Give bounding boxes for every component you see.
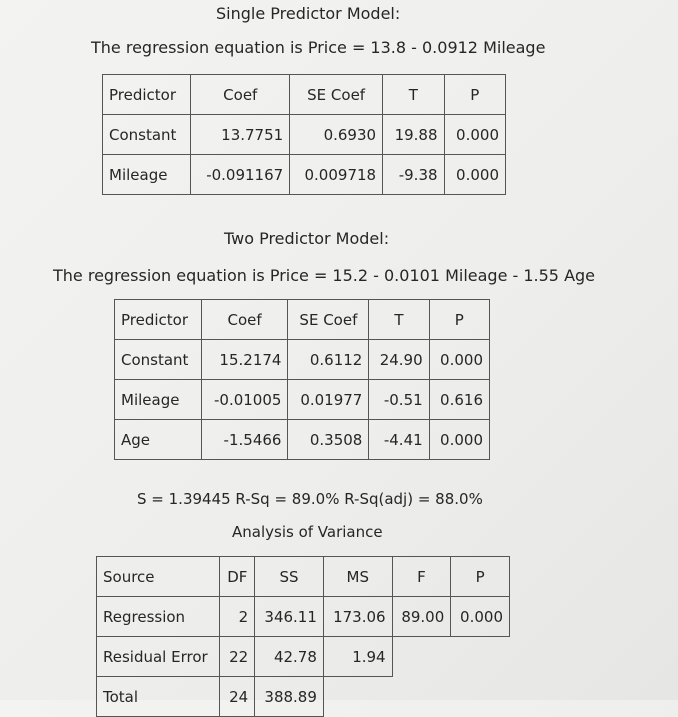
table-cell: 42.78: [255, 637, 324, 677]
table-cell: 2: [220, 597, 255, 637]
header-cell: MS: [323, 557, 392, 597]
table-cell: 0.01977: [288, 380, 369, 420]
table-row: [115, 340, 490, 380]
table-cell: Residual Error: [97, 637, 220, 677]
table-cell: -0.091167: [191, 155, 290, 195]
table-row: [103, 115, 506, 155]
table-header-row: [103, 75, 506, 115]
table-cell: -0.51: [369, 380, 429, 420]
two-model-equation: The regression equation is Price = 15.2 - 0.0101 Mileage - 1.55 Age: [53, 266, 596, 285]
table-row: [97, 677, 510, 717]
anova-title: Analysis of Variance: [232, 523, 383, 541]
header-cell: Coef: [201, 300, 288, 340]
table-cell: 0.000: [444, 155, 505, 195]
two-model-title: Two Predictor Model:: [224, 229, 390, 248]
table-cell: -9.38: [383, 155, 444, 195]
table-cell: 13.7751: [191, 115, 290, 155]
table-row: [115, 420, 490, 460]
table-cell: 346.11: [255, 597, 324, 637]
table-cell: 388.89: [255, 677, 324, 717]
table-cell: Total: [97, 677, 220, 717]
table-row: [115, 380, 490, 420]
table-cell: Age: [115, 420, 202, 460]
header-cell: Predictor: [103, 75, 191, 115]
table-cell: 1.94: [323, 637, 392, 677]
table-header-row: [97, 557, 510, 597]
table-cell: 173.06: [323, 597, 392, 637]
header-cell: Predictor: [115, 300, 202, 340]
header-cell: T: [383, 75, 444, 115]
table-cell: 24: [220, 677, 255, 717]
table-cell: 0.009718: [290, 155, 383, 195]
table-row: [97, 637, 510, 677]
table-cell: 0.6930: [290, 115, 383, 155]
header-cell: P: [444, 75, 505, 115]
header-cell: DF: [220, 557, 255, 597]
table-cell: Constant: [103, 115, 191, 155]
table-cell: 89.00: [392, 597, 451, 637]
table-row: [103, 155, 506, 195]
header-cell: SE Coef: [288, 300, 369, 340]
table-cell: 0.6112: [288, 340, 369, 380]
table-cell: 0.3508: [288, 420, 369, 460]
single-model-equation: The regression equation is Price = 13.8 - 0.0912 Mileage: [91, 38, 546, 57]
table-cell: -0.01005: [201, 380, 288, 420]
table-cell: Mileage: [115, 380, 202, 420]
table-cell: [451, 637, 510, 677]
table-cell: -1.5466: [201, 420, 288, 460]
table-row: [97, 597, 510, 637]
table-cell: Mileage: [103, 155, 191, 195]
header-cell: Source: [97, 557, 220, 597]
table-cell: [323, 677, 392, 717]
header-cell: SS: [255, 557, 324, 597]
header-cell: P: [451, 557, 510, 597]
table-cell: 0.616: [429, 380, 489, 420]
table-cell: 0.000: [429, 420, 489, 460]
single-model-title: Single Predictor Model:: [216, 4, 401, 23]
table-cell: -4.41: [369, 420, 429, 460]
table-cell: 24.90: [369, 340, 429, 380]
header-cell: P: [429, 300, 489, 340]
single-predictor-table: [102, 74, 506, 195]
model-summary-stats: S = 1.39445 R-Sq = 89.0% R-Sq(adj) = 88.0%: [137, 490, 483, 508]
table-cell: Regression: [97, 597, 220, 637]
two-predictor-table: [114, 299, 490, 460]
header-cell: Coef: [191, 75, 290, 115]
table-cell: [392, 677, 451, 717]
table-cell: [392, 637, 451, 677]
header-cell: F: [392, 557, 451, 597]
table-header-row: [115, 300, 490, 340]
table-cell: 0.000: [451, 597, 510, 637]
table-cell: 19.88: [383, 115, 444, 155]
table-cell: 22: [220, 637, 255, 677]
table-cell: 0.000: [429, 340, 489, 380]
table-cell: 0.000: [444, 115, 505, 155]
table-cell: Constant: [115, 340, 202, 380]
table-cell: [451, 677, 510, 717]
anova-table: [96, 556, 510, 717]
header-cell: SE Coef: [290, 75, 383, 115]
table-cell: 15.2174: [201, 340, 288, 380]
header-cell: T: [369, 300, 429, 340]
